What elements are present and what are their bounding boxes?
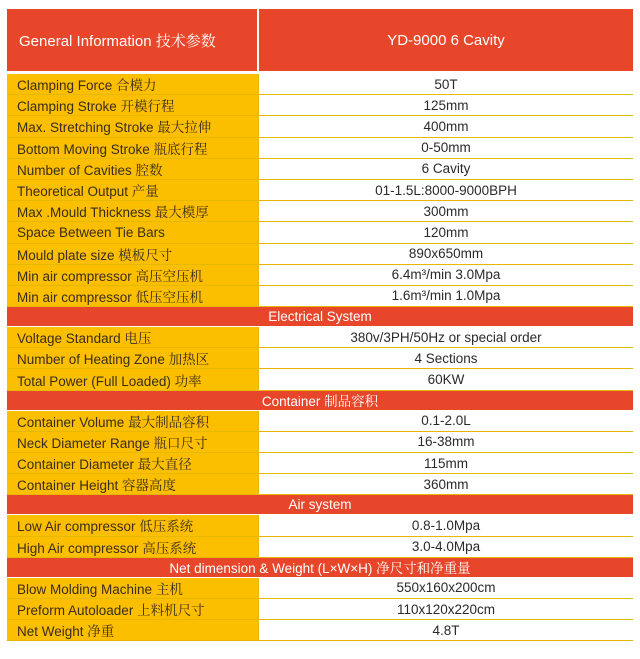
- spec-label: Container Diameter 最大直径: [7, 453, 259, 473]
- spec-row: [7, 138, 633, 159]
- spec-row: [7, 180, 633, 201]
- spec-label: High Air compressor 高压系统: [7, 537, 259, 557]
- spec-row: [7, 599, 633, 620]
- spec-label: Preform Autoloader 上料机尺寸: [7, 599, 259, 619]
- spec-label: Container Height 容器高度: [7, 474, 259, 494]
- spec-row: [7, 432, 633, 453]
- spec-value: 3.0-4.0Mpa: [259, 537, 633, 557]
- spec-label: Container Volume 最大制品容积: [7, 411, 259, 431]
- section-header: Net dimension & Weight (L×W×H) 净尺寸和净重量: [7, 558, 633, 578]
- spec-label: Space Between Tie Bars: [7, 222, 259, 242]
- spec-row: [7, 578, 633, 599]
- spec-row: [7, 201, 633, 222]
- spec-label: Max .Mould Thickness 最大模厚: [7, 201, 259, 221]
- spec-value: 550x160x200cm: [259, 578, 633, 598]
- spec-value: 380v/3PH/50Hz or special order: [259, 327, 633, 347]
- spec-value: 16-38mm: [259, 432, 633, 452]
- spec-row: [7, 474, 633, 495]
- spec-value: 0.1-2.0L: [259, 411, 633, 431]
- section-header: Air system: [7, 495, 633, 515]
- spec-label: Theoretical Output 产量: [7, 180, 259, 200]
- spec-value: 0.8-1.0Mpa: [259, 515, 633, 535]
- spec-label: Total Power (Full Loaded) 功率: [7, 369, 259, 389]
- spec-label: Neck Diameter Range 瓶口尺寸: [7, 432, 259, 452]
- spec-label: Net Weight 净重: [7, 620, 259, 640]
- spec-row: [7, 515, 633, 536]
- spec-row: [7, 265, 633, 286]
- spec-value: 110x120x220cm: [259, 599, 633, 619]
- spec-value: 360mm: [259, 474, 633, 494]
- spec-label: Clamping Stroke 开模行程: [7, 95, 259, 115]
- spec-label: Mould plate size 模板尺寸: [7, 244, 259, 264]
- spec-row: [7, 95, 633, 116]
- spec-value: 01-1.5L:8000-9000BPH: [259, 180, 633, 200]
- spec-label: Low Air compressor 低压系统: [7, 515, 259, 535]
- spec-label: Voltage Standard 电压: [7, 327, 259, 347]
- spec-row: [7, 116, 633, 137]
- spec-value: 60KW: [259, 369, 633, 389]
- spec-header: [7, 9, 633, 74]
- spec-row: [7, 453, 633, 474]
- spec-value: 300mm: [259, 201, 633, 221]
- spec-row: [7, 286, 633, 307]
- spec-value: 6 Cavity: [259, 159, 633, 179]
- spec-label: Clamping Force 合模力: [7, 74, 259, 94]
- header-model: YD-9000 6 Cavity: [387, 31, 505, 49]
- spec-value: 125mm: [259, 95, 633, 115]
- spec-label: Bottom Moving Stroke 瓶底行程: [7, 138, 259, 158]
- spec-row: [7, 537, 633, 558]
- spec-row: [7, 327, 633, 348]
- spec-table: [7, 74, 633, 641]
- spec-value: 400mm: [259, 116, 633, 136]
- spec-row: [7, 411, 633, 432]
- spec-row: [7, 348, 633, 369]
- spec-value: 0-50mm: [259, 138, 633, 158]
- spec-value: 1.6m³/min 1.0Mpa: [259, 286, 633, 306]
- header-title: General Information 技术参数: [7, 9, 259, 71]
- spec-sheet: [7, 9, 633, 641]
- spec-row: [7, 222, 633, 243]
- spec-value: 4 Sections: [259, 348, 633, 368]
- spec-value: 890x650mm: [259, 244, 633, 264]
- spec-value: 50T: [259, 74, 633, 94]
- spec-value: 120mm: [259, 222, 633, 242]
- spec-label: Max. Stretching Stroke 最大拉伸: [7, 116, 259, 136]
- spec-value: 115mm: [259, 453, 633, 473]
- spec-value: 4.8T: [259, 620, 633, 640]
- spec-value: 6.4m³/min 3.0Mpa: [259, 265, 633, 285]
- spec-label: Blow Molding Machine 主机: [7, 578, 259, 598]
- spec-label: Min air compressor 高压空压机: [7, 265, 259, 285]
- spec-label: Min air compressor 低压空压机: [7, 286, 259, 306]
- section-header: Electrical System: [7, 307, 633, 327]
- spec-row: [7, 244, 633, 265]
- spec-label: Number of Heating Zone 加热区: [7, 348, 259, 368]
- spec-row: [7, 620, 633, 641]
- spec-row: [7, 74, 633, 95]
- spec-row: [7, 369, 633, 390]
- spec-row: [7, 159, 633, 180]
- spec-label: Number of Cavities 腔数: [7, 159, 259, 179]
- section-header: Container 制品容积: [7, 391, 633, 411]
